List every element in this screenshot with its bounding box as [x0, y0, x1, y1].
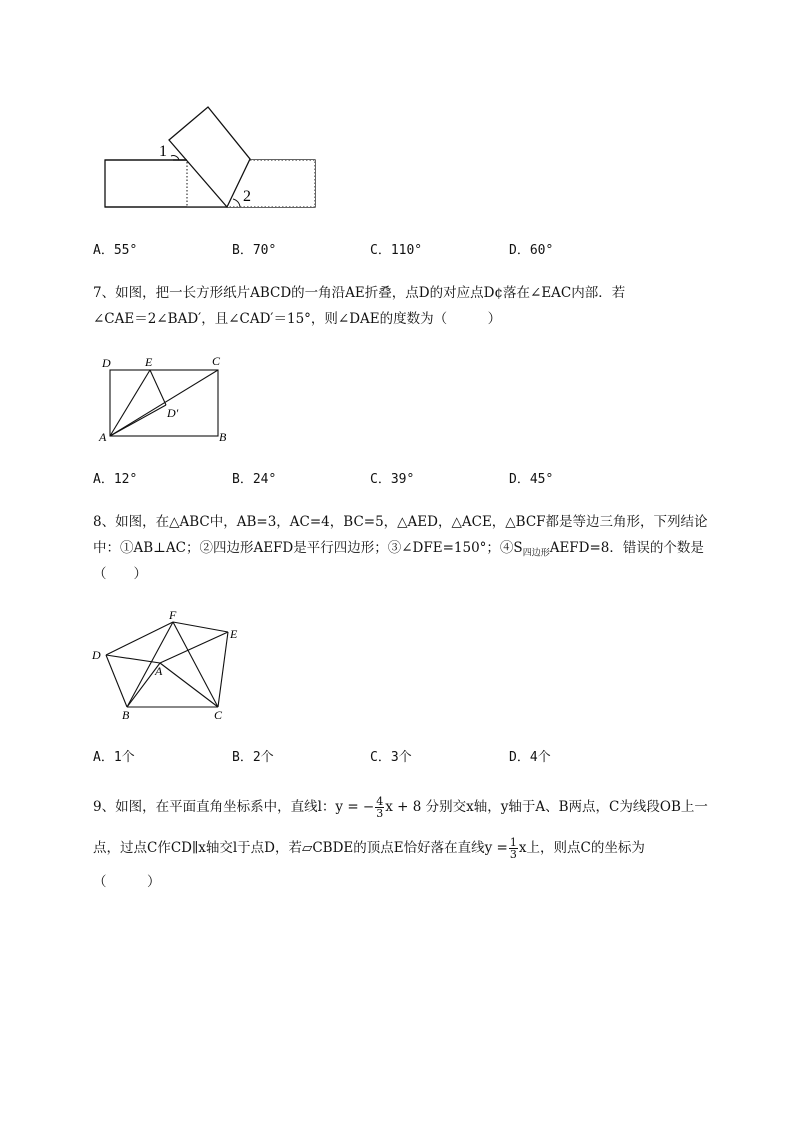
q7-label-c: C — [212, 354, 221, 368]
q9-text-line1-b: x + 8 分别交x轴，y轴于A、B两点，C为线段OB上一 — [385, 799, 708, 815]
q9-frac2-den: 3 — [509, 848, 517, 861]
q8-label-c: C — [214, 708, 223, 722]
q7-option-b[interactable]: B．24° — [232, 472, 277, 487]
q9-text-line2-a: 点，过点C作CD∥x轴交l于点D，若▱CBDE的顶点E恰好落在直线y = — [93, 840, 508, 856]
q6-option-b[interactable]: B．70° — [232, 243, 277, 258]
q9-text-line1 — [93, 796, 708, 819]
q6-angle1-arc — [171, 156, 179, 160]
q7-line-ad-prime — [110, 405, 166, 436]
q8-option-d[interactable]: D．4个 — [509, 750, 551, 765]
q7-label-b: B — [219, 430, 227, 444]
q8-label-f: F — [169, 608, 177, 622]
q7-label-a: A — [99, 430, 107, 444]
q7-option-d[interactable]: D．45° — [509, 472, 554, 487]
q8-option-c[interactable]: C．3个 — [370, 750, 412, 765]
q8-option-b[interactable]: B．2个 — [232, 750, 274, 765]
q8-figure — [88, 605, 253, 725]
q6-option-d[interactable]: D．60° — [509, 243, 554, 258]
q8-option-a[interactable]: A．1个 — [93, 750, 135, 765]
q7-line-ac — [110, 370, 218, 436]
q9-fraction-4-3 — [375, 796, 384, 819]
q9-text-line2-b: x上，则点C的坐标为 — [518, 840, 645, 856]
q9-frac1-num: 4 — [376, 795, 384, 808]
q9-frac2-num: 1 — [509, 836, 517, 849]
q7-option-a[interactable]: A．12° — [93, 472, 138, 487]
q9-frac1-den: 3 — [376, 807, 384, 820]
q6-figure — [95, 100, 325, 215]
q9-text-line3: （ ） — [93, 874, 161, 890]
q8-text-line1: 8、如图，在△ABC中，AB=3，AC=4，BC=5，△AED，△ACE，△BCF都是等边三角形，下列结论 — [93, 514, 708, 530]
q8-label-a: A — [155, 664, 163, 678]
q6-label-1: 1 — [159, 143, 167, 160]
q8-text-line3: （ ） — [93, 566, 147, 582]
q9-text-line2 — [93, 837, 645, 860]
q6-label-2: 2 — [243, 188, 251, 205]
q7-label-d: D — [102, 356, 111, 370]
q6-option-a[interactable]: A．55° — [93, 243, 138, 258]
q7-text-line1: 7、如图，把一长方形纸片ABCD的一角沿AE折叠，点D的对应点D¢落在∠EAC内部．若 — [93, 285, 626, 301]
q7-option-c[interactable]: C．39° — [370, 472, 415, 487]
q9-text-line1-a: 9、如图，在平面直角坐标系中，直线l：y = − — [93, 799, 375, 815]
q8-label-b: B — [122, 708, 130, 722]
q7-label-d-prime: D′ — [167, 406, 179, 420]
q6-option-c[interactable]: C．110° — [370, 243, 423, 258]
q9-fraction-1-3 — [509, 837, 518, 860]
q7-figure — [95, 350, 235, 445]
q8-text-line2 — [93, 538, 704, 564]
q7-label-e: E — [145, 355, 153, 369]
q8-label-e: E — [230, 627, 238, 641]
q8-text-line2-b: AEFD=8．错误的个数是 — [549, 540, 704, 556]
q7-line-ed-prime — [150, 370, 166, 405]
q8-label-d: D — [92, 648, 101, 662]
q8-text-line2-sub: 四边形 — [522, 548, 550, 559]
q8-text-line2-a: 中：①AB⊥AC；②四边形AEFD是平行四边形；③∠DFE=150°；④S — [93, 540, 523, 556]
q7-line-ae — [110, 370, 150, 436]
q7-text-line2: ∠CAE＝2∠BAD′，且∠CAD′＝15°，则∠DAE的度数为（ ） — [93, 311, 502, 327]
